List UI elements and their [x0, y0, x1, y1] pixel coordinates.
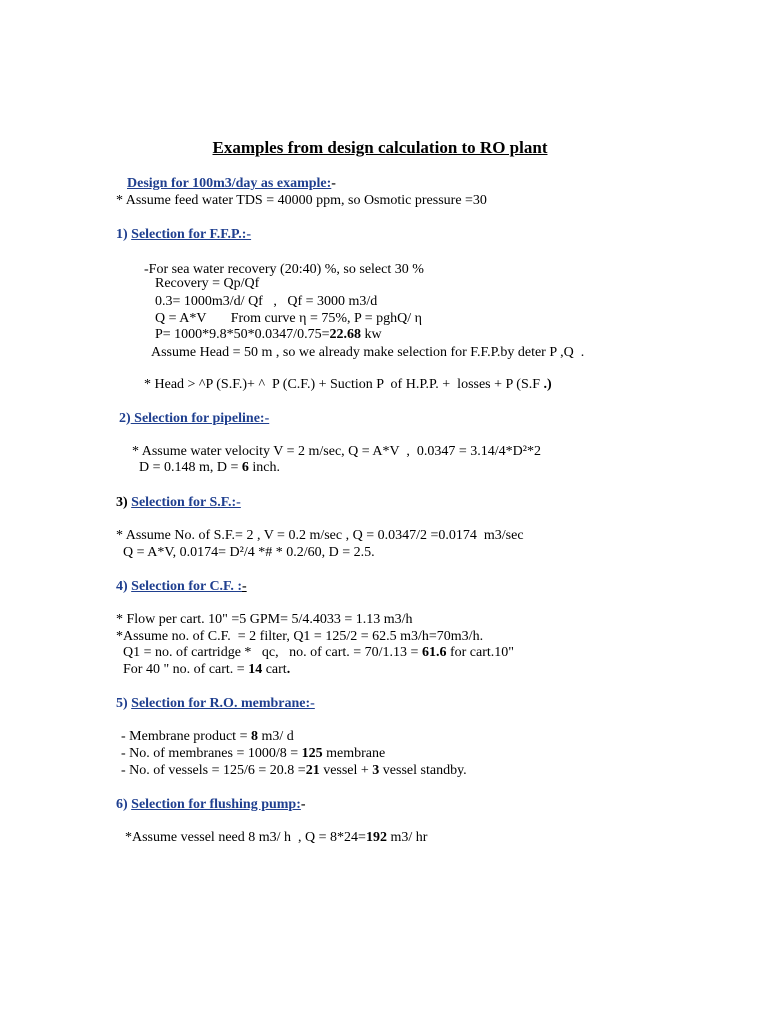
section-4-heading: 4) Selection for C.F. :-	[116, 579, 247, 594]
page-title: Examples from design calculation to RO plant	[212, 138, 548, 157]
s1-line-7: * Head > ^P (S.F.)+ ^ P (C.F.) + Suction P of H.P.P. + losses + P (S.F .)	[144, 377, 552, 392]
s5-line-1: - Membrane product = 8 m3/ d	[121, 729, 294, 744]
s4-line-3: Q1 = no. of cartridge * qc, no. of cart. = 70/1.13 = 61.6 for cart.10"	[123, 645, 514, 660]
s1-line-5: P= 1000*9.8*50*0.0347/0.75=22.68 kw	[155, 327, 382, 342]
s4-line-4: For 40 " no. of cart. = 14 cart.	[123, 662, 291, 677]
s2-line-2: D = 0.148 m, D = 6 inch.	[139, 460, 281, 475]
section-6-heading: 6) Selection for flushing pump:-	[116, 797, 306, 812]
s6-line-1: *Assume vessel need 8 m3/ h , Q = 8*24=192 m3/ hr	[125, 830, 428, 845]
s1-line-2: Recovery = Qp/Qf	[155, 276, 260, 291]
s5-line-3: - No. of vessels = 125/6 = 20.8 =21 vessel + 3 vessel standby.	[121, 763, 467, 778]
section-1-heading: 1) Selection for F.F.P.:-	[116, 227, 252, 242]
s3-line-1: * Assume No. of S.F.= 2 , V = 0.2 m/sec , Q = 0.0347/2 =0.0174 m3/sec	[116, 528, 524, 543]
s2-line-1: * Assume water velocity V = 2 m/sec, Q = A*V , 0.0347 = 3.14/4*D²*2	[132, 444, 541, 459]
s5-line-2: - No. of membranes = 1000/8 = 125 membrane	[121, 746, 386, 761]
section-2-heading: 2) Selection for pipeline:-	[119, 411, 270, 426]
s4-line-1: * Flow per cart. 10" =5 GPM= 5/4.4033 = 1.13 m3/h	[116, 612, 413, 627]
section-3-heading: 3) Selection for S.F.:-	[116, 495, 241, 510]
intro-line: * Assume feed water TDS = 40000 ppm, so Osmotic pressure =30	[116, 193, 487, 208]
s3-line-2: Q = A*V, 0.0174= D²/4 *# * 0.2/60, D = 2.5.	[123, 545, 375, 560]
s4-line-2: *Assume no. of C.F. = 2 filter, Q1 = 125/2 = 62.5 m3/h=70m3/h.	[116, 629, 484, 644]
intro-heading: Design for 100m3/day as example:-	[127, 176, 336, 191]
s1-line-1: -For sea water recovery (20:40) %, so select 30 %	[144, 262, 424, 277]
s1-line-6: Assume Head = 50 m , so we already make selection for F.F.P.by deter P ,Q .	[151, 345, 585, 360]
s1-line-3: 0.3= 1000m3/d/ Qf , Qf = 3000 m3/d	[155, 294, 378, 309]
s1-line-4: Q = A*V From curve η = 75%, P = pghQ/ η	[155, 311, 422, 326]
section-5-heading: 5) Selection for R.O. membrane:-	[116, 696, 315, 711]
